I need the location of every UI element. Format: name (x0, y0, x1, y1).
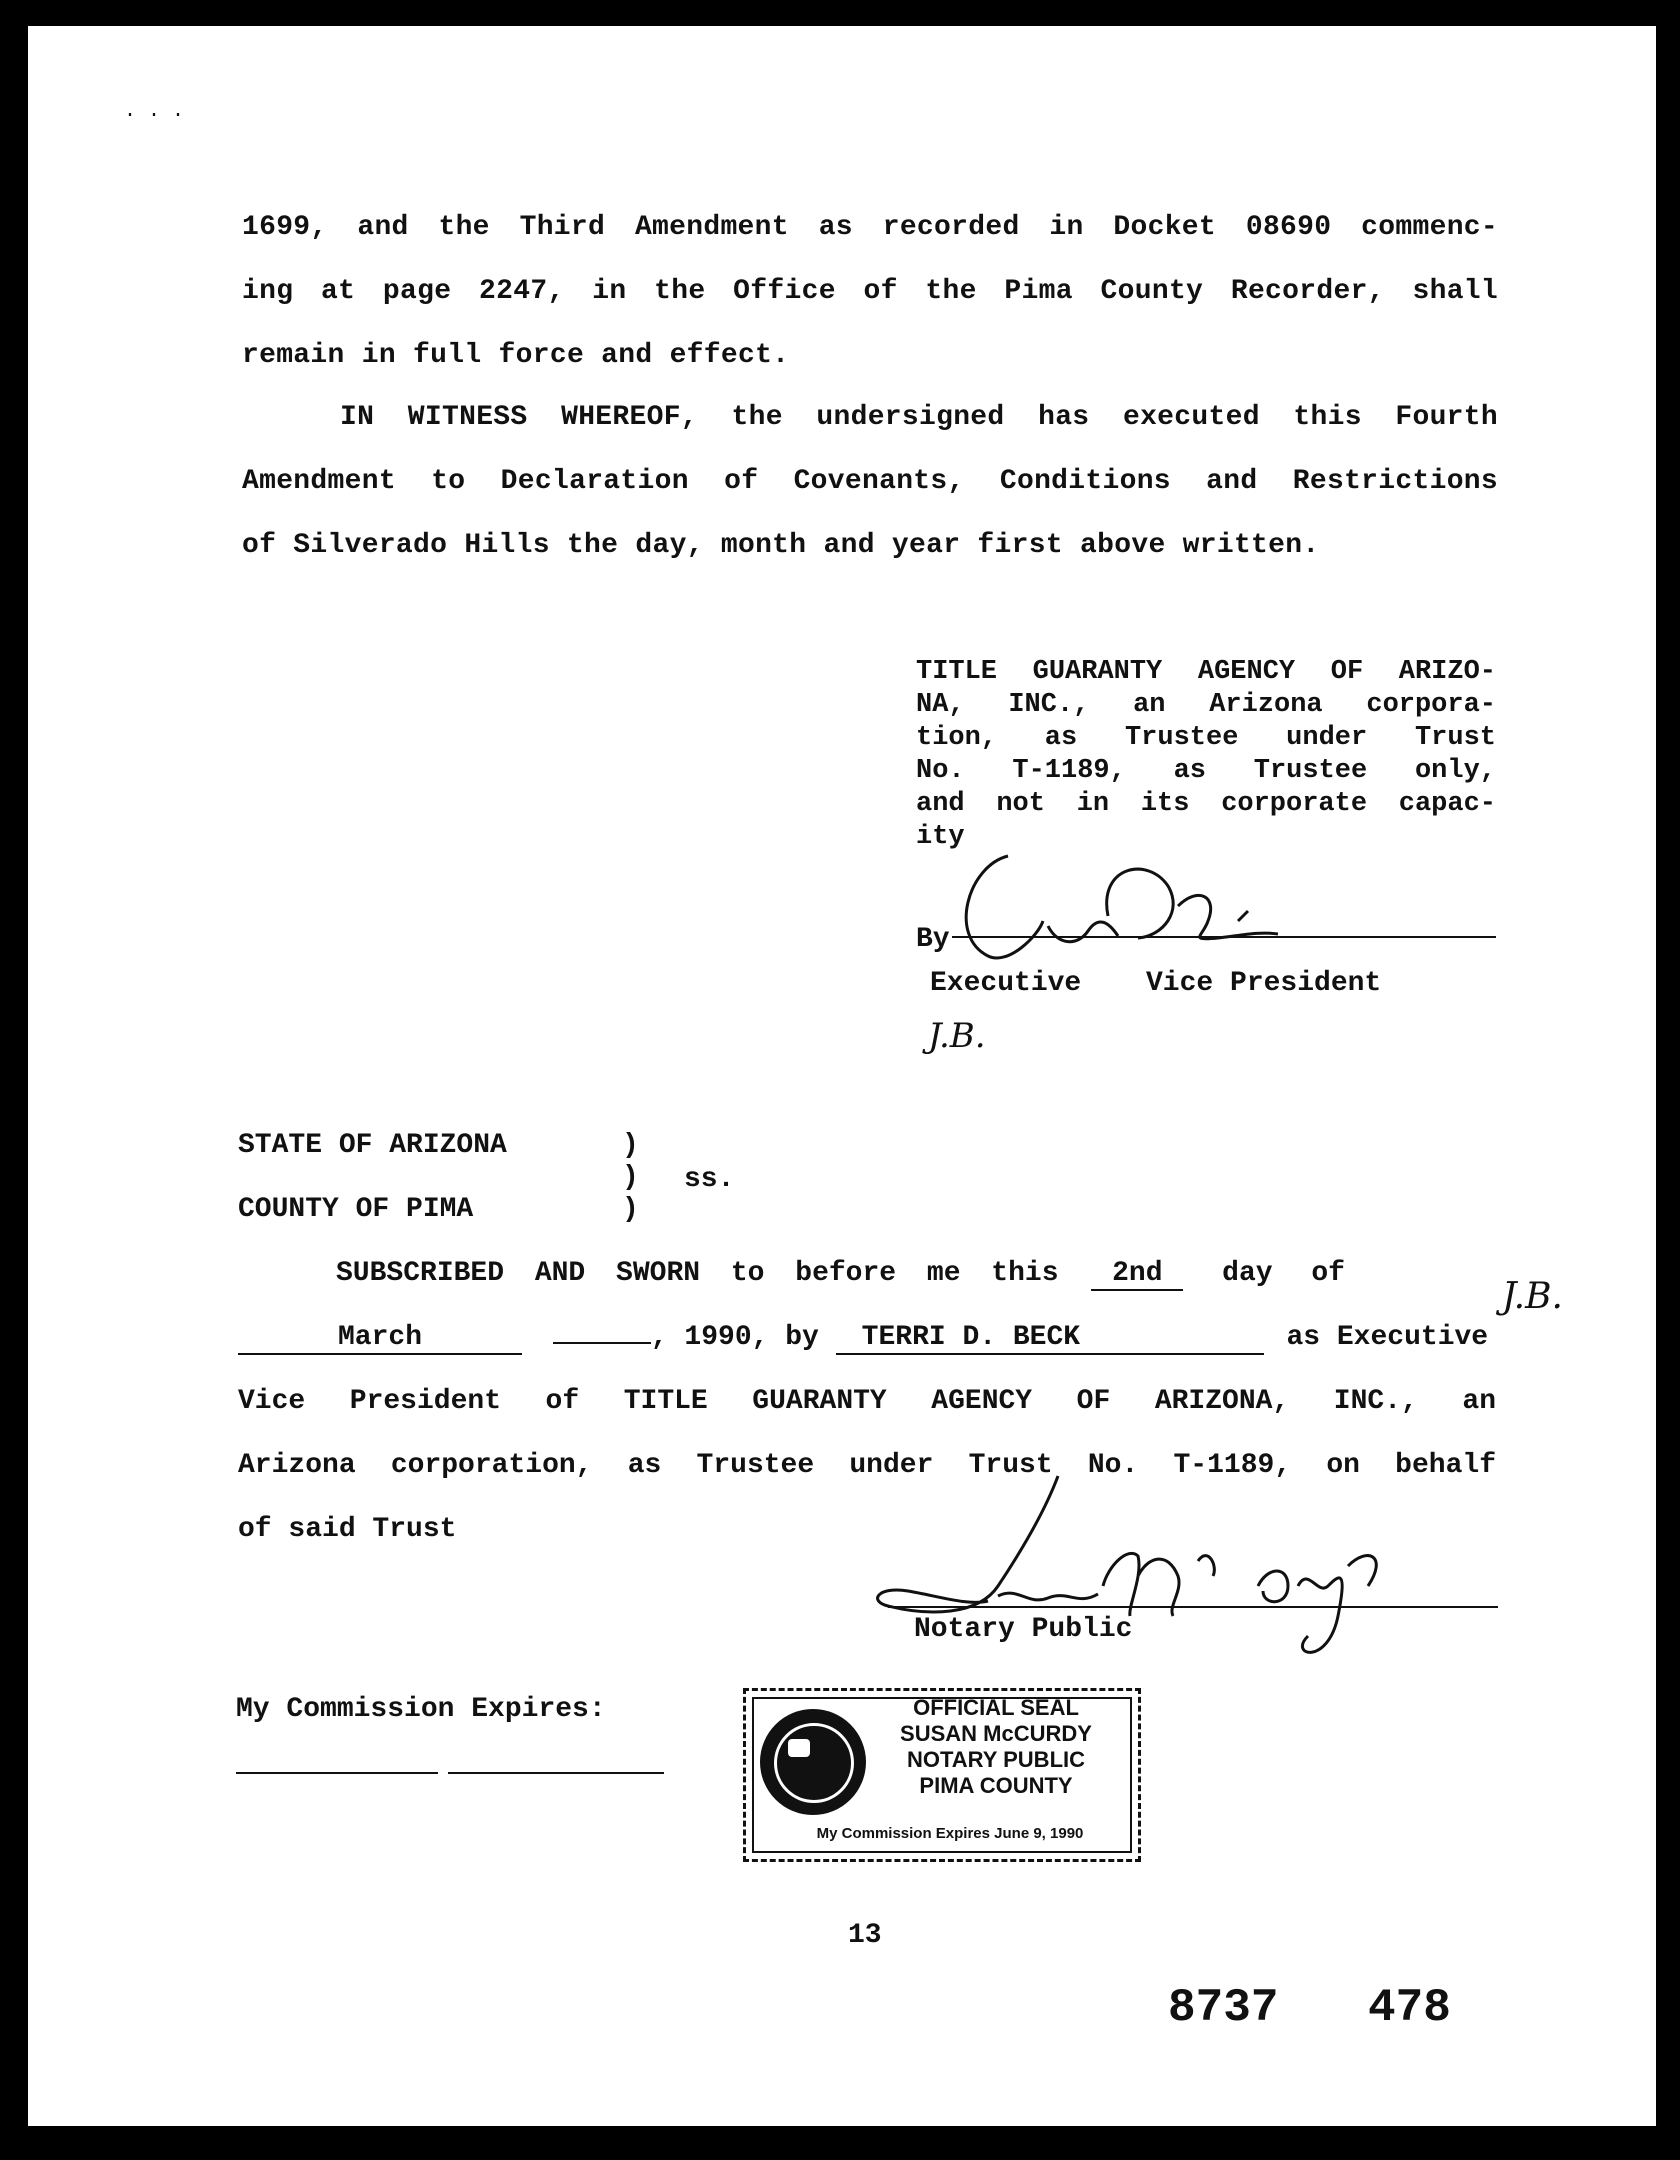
commission-date-line-2 (448, 1772, 664, 1774)
by-label: By (916, 924, 950, 955)
docket-number: 8737 (1168, 1982, 1279, 2034)
state-seal-icon (760, 1709, 866, 1815)
trustee-signature (948, 826, 1288, 976)
notary-public-label: Notary Public (914, 1614, 1133, 1645)
trustee-line-6: ity (916, 822, 965, 852)
body-line-1: 1699, and the Third Amendment as recorded in Docket 08690 commenc- (242, 212, 1498, 243)
jurat-blank-field (553, 1342, 651, 1344)
stamp-official-seal: OFFICIAL SEAL (913, 1695, 1079, 1720)
jurat-day-field: 2nd (1091, 1258, 1183, 1291)
jurat-day-of-text: day of (1222, 1258, 1345, 1289)
initials-mark: J.B. (928, 1016, 986, 1056)
jurat-as-executive-text: as Executive (1286, 1322, 1489, 1353)
trustee-line-4: No. T-1189, as Trustee only, (916, 756, 1496, 786)
stamp-notary-name: SUSAN McCURDY (900, 1721, 1092, 1746)
jurat-month-field: March (238, 1322, 522, 1355)
signer-title-vice-president: Vice President (1146, 968, 1382, 999)
trustee-line-5: and not in its corporate capac- (916, 789, 1496, 819)
jurat-subscribed-text: SUBSCRIBED AND SWORN to before me this (336, 1258, 1059, 1289)
stamp-notary-public: NOTARY PUBLIC (906, 1747, 1086, 1772)
body-line-2: ing at page 2247, in the Office of the Pima County Recorder, shall (242, 276, 1498, 307)
jurat-line-5: of said Trust (238, 1514, 457, 1545)
jurat-line-2 (238, 1322, 1488, 1355)
document-page (28, 26, 1656, 2126)
jurat-line-3: Vice President of TITLE GUARANTY AGENCY OF ARIZONA, INC., an (238, 1386, 1496, 1417)
commission-expires-label: My Commission Expires: (236, 1694, 606, 1725)
signer-title-executive: Executive (930, 968, 1082, 999)
jurat-name-field: TERRI D. BECK (836, 1322, 1264, 1355)
notary-seal-stamp (743, 1688, 1141, 1862)
seal-ring (774, 1723, 854, 1803)
jurat-line-1 (336, 1258, 1345, 1291)
jurat-line-4: Arizona corporation, as Trustee under Trust No. T-1189, on behalf (238, 1450, 1496, 1481)
docket-page: 478 (1368, 1982, 1451, 2034)
commission-date-line-1 (236, 1772, 438, 1774)
trustee-line-1: TITLE GUARANTY AGENCY OF ARIZO- (916, 657, 1496, 687)
venue-county: COUNTY OF PIMA (238, 1194, 474, 1225)
seal-emblem (788, 1739, 810, 1757)
body-line-5: Amendment to Declaration of Covenants, Conditions and Restrictions (242, 466, 1498, 497)
trustee-line-3: tion, as Trustee under Trust (916, 723, 1496, 753)
stamp-expiration: My Commission Expires June 9, 1990 (816, 1825, 1084, 1842)
stamp-text (896, 1695, 1096, 1799)
venue-parens: ) ) ) (622, 1130, 639, 1225)
body-line-6: of Silverado Hills the day, month and year first above written. (242, 530, 1320, 561)
scan-speckle: · · · (124, 104, 185, 127)
body-line-4: IN WITNESS WHEREOF, the undersigned has executed this Fourth (340, 402, 1498, 433)
margin-initials: J.B. (1502, 1276, 1563, 1317)
venue-state: STATE OF ARIZONA (238, 1130, 507, 1161)
trustee-signature-block (916, 656, 1496, 854)
notary-signature-line (888, 1606, 1498, 1608)
trustee-line-2: NA, INC., an Arizona corpora- (916, 690, 1496, 720)
stamp-county: PIMA COUNTY (919, 1773, 1073, 1798)
body-line-3: remain in full force and effect. (242, 340, 790, 371)
venue-ss: ss. (684, 1164, 735, 1195)
page-number: 13 (848, 1920, 882, 1951)
jurat-year-text: , 1990, by (650, 1322, 819, 1353)
